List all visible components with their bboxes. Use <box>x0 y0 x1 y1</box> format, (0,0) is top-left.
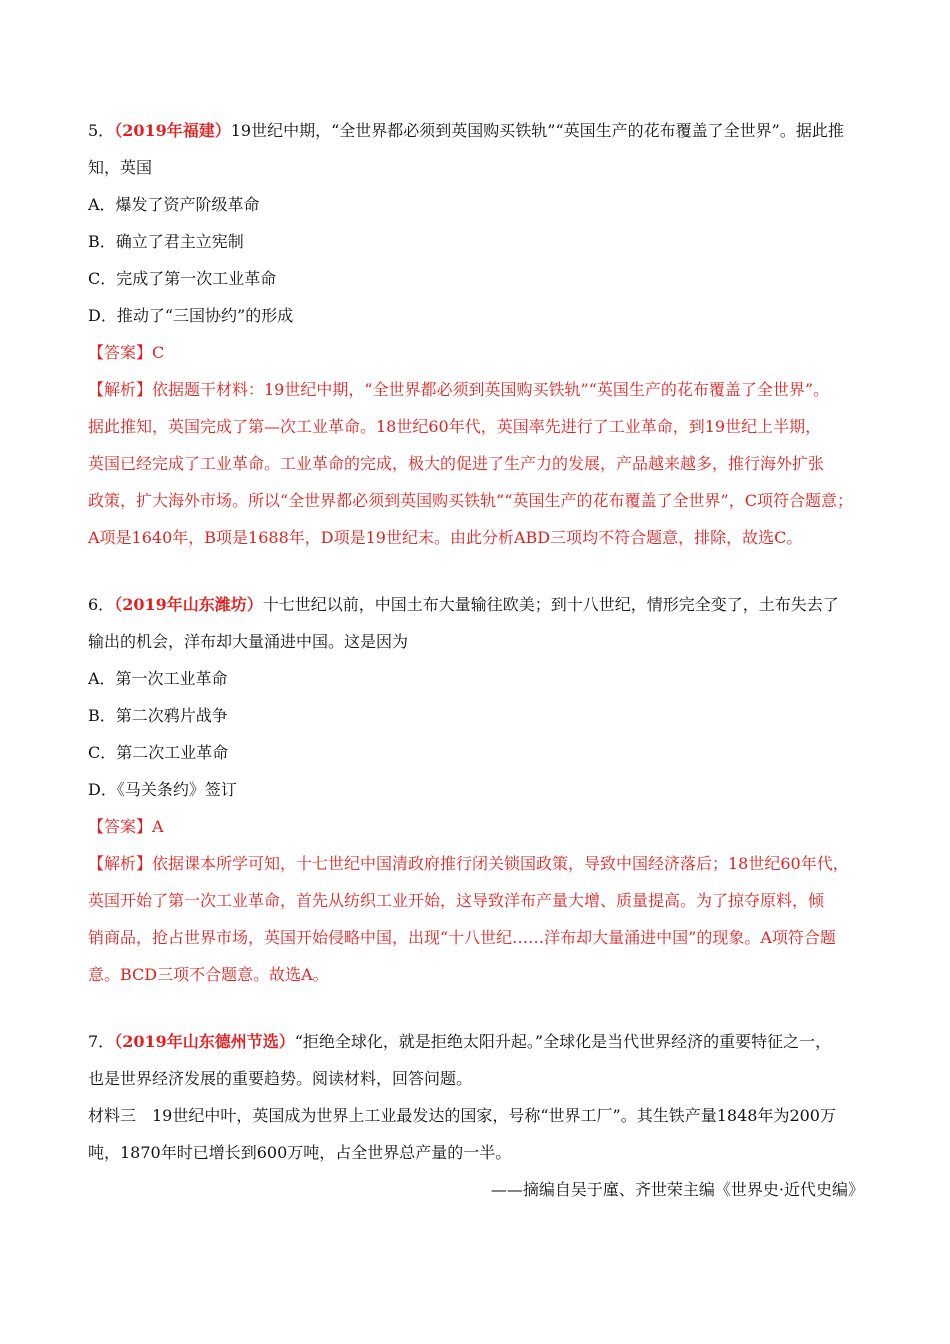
question-stem <box>88 1023 864 1060</box>
option-a: A．第一次工业革命 <box>88 669 228 688</box>
option-b: B．第二次鸦片战争 <box>88 706 228 725</box>
stem-line: 也是世界经济发展的重要趋势。阅读材料，回答问题。 <box>88 1069 473 1088</box>
question-stem <box>88 112 864 149</box>
analysis-line: 销商品，抢占世界市场，英国开始侵略中国，出现“十八世纪……洋布却大量涌进中国”的现象。A项符合题 <box>88 928 836 947</box>
question-7 <box>88 1023 864 1208</box>
stem-line: 知，英国 <box>88 158 153 177</box>
question-5 <box>88 112 864 556</box>
answer: 【答案】C <box>88 343 165 362</box>
analysis-line: 【解析】依据课本所学可知，十七世纪中国清政府推行闭关锁国政策，导致中国经济落后；18世纪60年代， <box>88 854 849 873</box>
question-number: 6． <box>88 595 115 614</box>
option-c: C．完成了第一次工业革命 <box>88 269 277 288</box>
document-page <box>88 112 864 1208</box>
analysis-line: 据此推知，英国完成了第—次工业革命。18世纪60年代，英国率先进行了工业革命，到19世纪上半期， <box>88 417 822 436</box>
analysis-line: 英国开始了第一次工业革命，首先从纺织工业开始，这导致洋布产量大增、质量提高。为了掠夺原料，倾 <box>88 891 825 910</box>
stem-line: 十七世纪以前，中国土布大量输往欧美；到十八世纪，情形完全变了，土布失去了 <box>262 595 839 614</box>
question-6 <box>88 586 864 993</box>
stem-line: 19世纪中期，“全世界都必须到英国购买铁轨”“英国生产的花布覆盖了全世界”。据此推 <box>230 121 844 140</box>
option-a: A．爆发了资产阶级革命 <box>88 195 260 214</box>
citation: ——摘编自吴于廑、齐世荣主编《世界史·近代史编》 <box>490 1180 864 1199</box>
analysis-line: 【解析】依据题干材料：19世纪中期，“全世界都必须到英国购买铁轨”“英国生产的花布覆盖了全世界”。 <box>88 380 830 399</box>
question-source: （2019年山东德州节选） <box>114 1032 295 1051</box>
material-line: 材料三 19世纪中叶，英国成为世界上工业最发达的国家，号称“世界工厂”。其生铁产量1848年为200万 <box>88 1106 836 1125</box>
option-b: B．确立了君主立宪制 <box>88 232 244 251</box>
analysis-line: 政策，扩大海外市场。所以“全世界都必须到英国购买铁轨”“英国生产的花布覆盖了全世界”，C项符合题意； <box>88 491 853 510</box>
analysis-line: 英国已经完成了工业革命。工业革命的完成，极大的促进了生产力的发展，产品越来越多，推行海外扩张 <box>88 454 825 473</box>
option-d: D．推动了“三国协约”的形成 <box>88 306 294 325</box>
stem-line: “拒绝全球化，就是拒绝太阳升起。”全球化是当代世界经济的重要特征之一， <box>294 1032 832 1051</box>
question-source: （2019年山东潍坊） <box>114 595 263 614</box>
analysis-line: 意。BCD三项不合题意。故选A。 <box>88 965 329 984</box>
question-number: 7． <box>88 1032 115 1051</box>
material-line: 吨，1870年时已增长到600万吨，占全世界总产量的一半。 <box>88 1143 512 1162</box>
question-source: （2019年福建） <box>114 121 231 140</box>
answer: 【答案】A <box>88 817 164 836</box>
stem-line: 输出的机会，洋布却大量涌进中国。这是因为 <box>88 632 409 651</box>
option-c: C．第二次工业革命 <box>88 743 229 762</box>
analysis-line: A项是1640年，B项是1688年，D项是19世纪末。由此分析ABD三项均不符合题意，排除，故选C。 <box>88 528 803 547</box>
question-number: 5． <box>88 121 115 140</box>
option-d: D．《马关条约》签订 <box>88 780 237 799</box>
question-stem <box>88 586 864 623</box>
